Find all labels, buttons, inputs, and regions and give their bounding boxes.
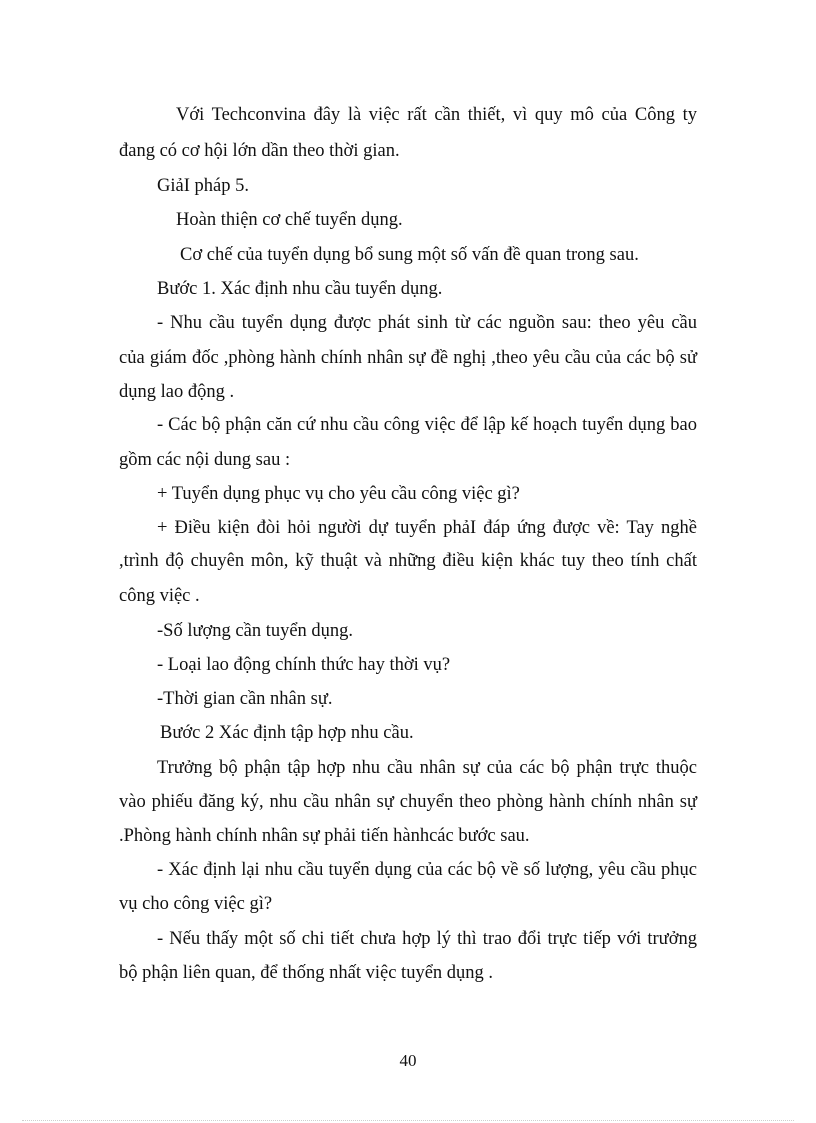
list-item: + Điều kiện đòi hỏi người dự tuyển phảI đáp ứng được về: Tay nghề	[157, 518, 697, 538]
page-bottom-border	[22, 1120, 794, 1121]
paragraph-line: - Nếu thấy một số chi tiết chưa hợp lý thì trao đổi trực tiếp với trưởng	[157, 929, 697, 949]
step-heading: Bước 2 Xác định tập hợp nhu cầu.	[160, 723, 414, 743]
paragraph-line: Trưởng bộ phận tập hợp nhu cầu nhân sự của các bộ phận trực thuộc	[157, 758, 697, 778]
paragraph-line: - Các bộ phận căn cứ nhu cầu công việc để lập kế hoạch tuyển dụng bao	[157, 415, 697, 435]
list-item-continuation: ,trình độ chuyên môn, kỹ thuật và những điều kiện khác tuy theo tính chất	[119, 551, 697, 571]
list-item: + Tuyển dụng phục vụ cho yêu cầu công việc gì?	[157, 484, 520, 504]
list-item: - Loại lao động chính thức hay thời vụ?	[157, 655, 451, 675]
paragraph-line: đang có cơ hội lớn dần theo thời gian.	[119, 141, 400, 161]
section-subheading: Hoàn thiện cơ chế tuyển dụng.	[176, 210, 403, 230]
paragraph-line: - Nhu cầu tuyển dụng được phát sinh từ các nguồn sau: theo yêu cầu	[157, 313, 697, 333]
list-item-continuation: công việc .	[119, 586, 200, 606]
paragraph-line: Với Techconvina đây là việc rất cần thiết, vì quy mô của Công ty	[176, 105, 697, 125]
paragraph-line: dụng lao động .	[119, 382, 235, 402]
step-heading: Bước 1. Xác định nhu cầu tuyển dụng.	[157, 279, 443, 299]
list-item: -Số lượng cần tuyển dụng.	[157, 621, 354, 641]
page-number: 40	[399, 1051, 417, 1070]
paragraph-line: bộ phận liên quan, để thống nhất việc tuyển dụng .	[119, 963, 494, 983]
list-item: -Thời gian cần nhân sự.	[157, 689, 333, 709]
paragraph-line: Cơ chế của tuyển dụng bổ sung một số vấn đề quan trong sau.	[180, 245, 639, 265]
section-heading: GiảI pháp 5.	[157, 176, 249, 196]
paragraph-line: .Phòng hành chính nhân sự phải tiến hànhcác bước sau.	[119, 826, 530, 846]
paragraph-line: vụ cho công việc gì?	[119, 894, 273, 914]
paragraph-line: gồm các nội dung sau :	[119, 450, 291, 470]
paragraph-line: - Xác định lại nhu cầu tuyển dụng của các bộ về số lượng, yêu cầu phục	[157, 860, 697, 880]
paragraph-line: vào phiếu đăng ký, nhu cầu nhân sự chuyển theo phòng hành chính nhân sự	[119, 792, 697, 812]
paragraph-line: của giám đốc ,phòng hành chính nhân sự đề nghị ,theo yêu cầu của các bộ sử	[119, 348, 697, 368]
